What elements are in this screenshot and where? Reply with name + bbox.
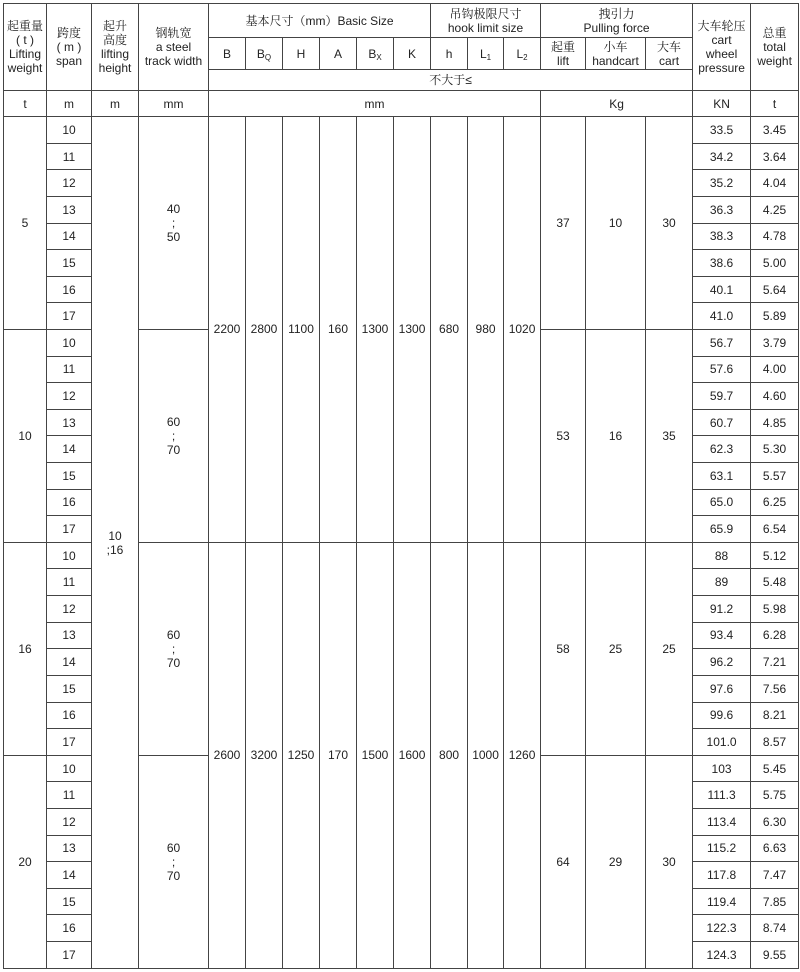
span-cell: 13 bbox=[47, 622, 92, 649]
wheel-pressure-cell: 57.6 bbox=[693, 356, 751, 383]
total-weight-cell: 3.45 bbox=[751, 117, 799, 144]
span-cell: 11 bbox=[47, 782, 92, 809]
header-dim-5: K bbox=[394, 38, 431, 70]
wheel-pressure-cell: 60.7 bbox=[693, 409, 751, 436]
header-row-1 bbox=[4, 4, 799, 38]
dim-value-cell: 980 bbox=[468, 117, 504, 543]
span-cell: 16 bbox=[47, 276, 92, 303]
header-dim-3: A bbox=[320, 38, 357, 70]
span-cell: 11 bbox=[47, 143, 92, 170]
header-handcart: 小车 handcart bbox=[586, 38, 646, 70]
lift-force-cell: 37 bbox=[541, 117, 586, 330]
total-weight-cell: 6.28 bbox=[751, 622, 799, 649]
total-weight-cell: 4.78 bbox=[751, 223, 799, 250]
span-cell: 12 bbox=[47, 596, 92, 623]
wheel-pressure-cell: 38.6 bbox=[693, 250, 751, 277]
dim-value-cell: 680 bbox=[431, 117, 468, 543]
total-weight-cell: 5.57 bbox=[751, 463, 799, 490]
unit-force: Kg bbox=[541, 91, 693, 117]
wheel-pressure-cell: 88 bbox=[693, 542, 751, 569]
lift-force-cell: 53 bbox=[541, 329, 586, 542]
header-track-width: 钢轨宽 a steel track width bbox=[139, 4, 209, 91]
total-weight-cell: 5.30 bbox=[751, 436, 799, 463]
cart-force-cell: 30 bbox=[646, 117, 693, 330]
header-lifting-weight: 起重量 ( t ) Lifting weight bbox=[4, 4, 47, 91]
total-weight-cell: 6.63 bbox=[751, 835, 799, 862]
wheel-pressure-cell: 122.3 bbox=[693, 915, 751, 942]
capacity-cell: 16 bbox=[4, 542, 47, 755]
span-cell: 14 bbox=[47, 223, 92, 250]
unit-track: mm bbox=[139, 91, 209, 117]
wheel-pressure-cell: 124.3 bbox=[693, 941, 751, 968]
wheel-pressure-cell: 113.4 bbox=[693, 808, 751, 835]
wheel-pressure-cell: 41.0 bbox=[693, 303, 751, 330]
header-dim-2: H bbox=[283, 38, 320, 70]
wheel-pressure-cell: 115.2 bbox=[693, 835, 751, 862]
unit-total: t bbox=[751, 91, 799, 117]
cart-force-cell: 25 bbox=[646, 542, 693, 755]
wheel-pressure-cell: 97.6 bbox=[693, 675, 751, 702]
span-cell: 17 bbox=[47, 516, 92, 543]
header-basic-size: 基本尺寸（mm）Basic Size bbox=[209, 4, 431, 38]
span-cell: 13 bbox=[47, 196, 92, 223]
total-weight-cell: 5.12 bbox=[751, 542, 799, 569]
span-cell: 17 bbox=[47, 303, 92, 330]
cart-force-cell: 35 bbox=[646, 329, 693, 542]
total-weight-cell: 6.54 bbox=[751, 516, 799, 543]
wheel-pressure-cell: 65.9 bbox=[693, 516, 751, 543]
span-cell: 13 bbox=[47, 409, 92, 436]
span-cell: 17 bbox=[47, 941, 92, 968]
handcart-force-cell: 16 bbox=[586, 329, 646, 542]
total-weight-cell: 8.21 bbox=[751, 702, 799, 729]
total-weight-cell: 5.45 bbox=[751, 755, 799, 782]
total-weight-cell: 5.75 bbox=[751, 782, 799, 809]
total-weight-cell: 6.30 bbox=[751, 808, 799, 835]
dim-value-cell: 170 bbox=[320, 542, 357, 968]
unit-span: m bbox=[47, 91, 92, 117]
total-weight-cell: 9.55 bbox=[751, 941, 799, 968]
unit-pressure: KN bbox=[693, 91, 751, 117]
wheel-pressure-cell: 35.2 bbox=[693, 170, 751, 197]
wheel-pressure-cell: 33.5 bbox=[693, 117, 751, 144]
unit-height: m bbox=[92, 91, 139, 117]
total-weight-cell: 5.89 bbox=[751, 303, 799, 330]
total-weight-cell: 5.00 bbox=[751, 250, 799, 277]
header-dim-6: h bbox=[431, 38, 468, 70]
wheel-pressure-cell: 111.3 bbox=[693, 782, 751, 809]
wheel-pressure-cell: 117.8 bbox=[693, 862, 751, 889]
total-weight-cell: 7.85 bbox=[751, 888, 799, 915]
span-cell: 12 bbox=[47, 170, 92, 197]
header-total-weight: 总重 total weight bbox=[751, 4, 799, 91]
dim-value-cell: 1100 bbox=[283, 117, 320, 543]
total-weight-cell: 5.64 bbox=[751, 276, 799, 303]
header-hook-limit: 吊钩极限尺寸 hook limit size bbox=[431, 4, 541, 38]
track-width-cell: 60 ; 70 bbox=[139, 329, 209, 542]
span-cell: 10 bbox=[47, 329, 92, 356]
dim-value-cell: 160 bbox=[320, 117, 357, 543]
header-pulling-force: 拽引力 Pulling force bbox=[541, 4, 693, 38]
handcart-force-cell: 29 bbox=[586, 755, 646, 968]
total-weight-cell: 4.00 bbox=[751, 356, 799, 383]
wheel-pressure-cell: 36.3 bbox=[693, 196, 751, 223]
wheel-pressure-cell: 99.6 bbox=[693, 702, 751, 729]
total-weight-cell: 7.47 bbox=[751, 862, 799, 889]
span-cell: 15 bbox=[47, 888, 92, 915]
total-weight-cell: 3.79 bbox=[751, 329, 799, 356]
header-not-more-than: 不大于≤ bbox=[209, 70, 693, 91]
span-cell: 15 bbox=[47, 463, 92, 490]
dim-value-cell: 1250 bbox=[283, 542, 320, 968]
span-cell: 10 bbox=[47, 117, 92, 144]
span-cell: 11 bbox=[47, 569, 92, 596]
dim-value-cell: 1300 bbox=[394, 117, 431, 543]
track-width-cell: 60 ; 70 bbox=[139, 542, 209, 755]
span-cell: 12 bbox=[47, 383, 92, 410]
wheel-pressure-cell: 63.1 bbox=[693, 463, 751, 490]
dim-value-cell: 800 bbox=[431, 542, 468, 968]
span-cell: 17 bbox=[47, 729, 92, 756]
total-weight-cell: 8.74 bbox=[751, 915, 799, 942]
span-cell: 12 bbox=[47, 808, 92, 835]
dim-value-cell: 1000 bbox=[468, 542, 504, 968]
header-dim-0: B bbox=[209, 38, 246, 70]
header-lift: 起重 lift bbox=[541, 38, 586, 70]
header-dim-1: $B_Q$ bbox=[246, 38, 283, 70]
crane-spec-table bbox=[3, 3, 799, 969]
track-width-cell: 40 ; 50 bbox=[139, 117, 209, 330]
span-cell: 13 bbox=[47, 835, 92, 862]
span-cell: 16 bbox=[47, 702, 92, 729]
span-cell: 14 bbox=[47, 649, 92, 676]
wheel-pressure-cell: 119.4 bbox=[693, 888, 751, 915]
total-weight-cell: 4.85 bbox=[751, 409, 799, 436]
total-weight-cell: 6.25 bbox=[751, 489, 799, 516]
capacity-cell: 10 bbox=[4, 329, 47, 542]
units-row bbox=[4, 91, 799, 117]
total-weight-cell: 5.98 bbox=[751, 596, 799, 623]
total-weight-cell: 3.64 bbox=[751, 143, 799, 170]
span-cell: 10 bbox=[47, 755, 92, 782]
wheel-pressure-cell: 93.4 bbox=[693, 622, 751, 649]
span-cell: 11 bbox=[47, 356, 92, 383]
dim-value-cell: 1500 bbox=[357, 542, 394, 968]
unit-dims: mm bbox=[209, 91, 541, 117]
wheel-pressure-cell: 65.0 bbox=[693, 489, 751, 516]
handcart-force-cell: 25 bbox=[586, 542, 646, 755]
wheel-pressure-cell: 59.7 bbox=[693, 383, 751, 410]
table-row bbox=[4, 117, 799, 144]
dim-value-cell: 2800 bbox=[246, 117, 283, 543]
total-weight-cell: 5.48 bbox=[751, 569, 799, 596]
lifting-height-cell: 10 ;16 bbox=[92, 117, 139, 969]
handcart-force-cell: 10 bbox=[586, 117, 646, 330]
span-cell: 10 bbox=[47, 542, 92, 569]
header-wheel-pressure: 大车轮压 cart wheel pressure bbox=[693, 4, 751, 91]
span-cell: 16 bbox=[47, 915, 92, 942]
wheel-pressure-cell: 101.0 bbox=[693, 729, 751, 756]
dim-value-cell: 1260 bbox=[504, 542, 541, 968]
cart-force-cell: 30 bbox=[646, 755, 693, 968]
dim-value-cell: 1600 bbox=[394, 542, 431, 968]
wheel-pressure-cell: 34.2 bbox=[693, 143, 751, 170]
span-cell: 16 bbox=[47, 489, 92, 516]
wheel-pressure-cell: 91.2 bbox=[693, 596, 751, 623]
lift-force-cell: 58 bbox=[541, 542, 586, 755]
span-cell: 15 bbox=[47, 675, 92, 702]
wheel-pressure-cell: 38.3 bbox=[693, 223, 751, 250]
total-weight-cell: 7.21 bbox=[751, 649, 799, 676]
total-weight-cell: 4.25 bbox=[751, 196, 799, 223]
total-weight-cell: 8.57 bbox=[751, 729, 799, 756]
unit-weight: t bbox=[4, 91, 47, 117]
wheel-pressure-cell: 89 bbox=[693, 569, 751, 596]
wheel-pressure-cell: 56.7 bbox=[693, 329, 751, 356]
dim-value-cell: 1300 bbox=[357, 117, 394, 543]
dim-value-cell: 2600 bbox=[209, 542, 246, 968]
header-dim-4: $B_X$ bbox=[357, 38, 394, 70]
capacity-cell: 20 bbox=[4, 755, 47, 968]
header-lifting-height: 起升 高度 lifting height bbox=[92, 4, 139, 91]
dim-value-cell: 1020 bbox=[504, 117, 541, 543]
header-dim-7: $L_1$ bbox=[468, 38, 504, 70]
wheel-pressure-cell: 96.2 bbox=[693, 649, 751, 676]
lift-force-cell: 64 bbox=[541, 755, 586, 968]
header-span: 跨度 ( m ) span bbox=[47, 4, 92, 91]
total-weight-cell: 7.56 bbox=[751, 675, 799, 702]
wheel-pressure-cell: 62.3 bbox=[693, 436, 751, 463]
span-cell: 14 bbox=[47, 862, 92, 889]
header-dim-8: $L_2$ bbox=[504, 38, 541, 70]
header-cart: 大车 cart bbox=[646, 38, 693, 70]
dim-value-cell: 3200 bbox=[246, 542, 283, 968]
dim-value-cell: 2200 bbox=[209, 117, 246, 543]
track-width-cell: 60 ; 70 bbox=[139, 755, 209, 968]
wheel-pressure-cell: 40.1 bbox=[693, 276, 751, 303]
span-cell: 14 bbox=[47, 436, 92, 463]
total-weight-cell: 4.60 bbox=[751, 383, 799, 410]
total-weight-cell: 4.04 bbox=[751, 170, 799, 197]
wheel-pressure-cell: 103 bbox=[693, 755, 751, 782]
capacity-cell: 5 bbox=[4, 117, 47, 330]
span-cell: 15 bbox=[47, 250, 92, 277]
